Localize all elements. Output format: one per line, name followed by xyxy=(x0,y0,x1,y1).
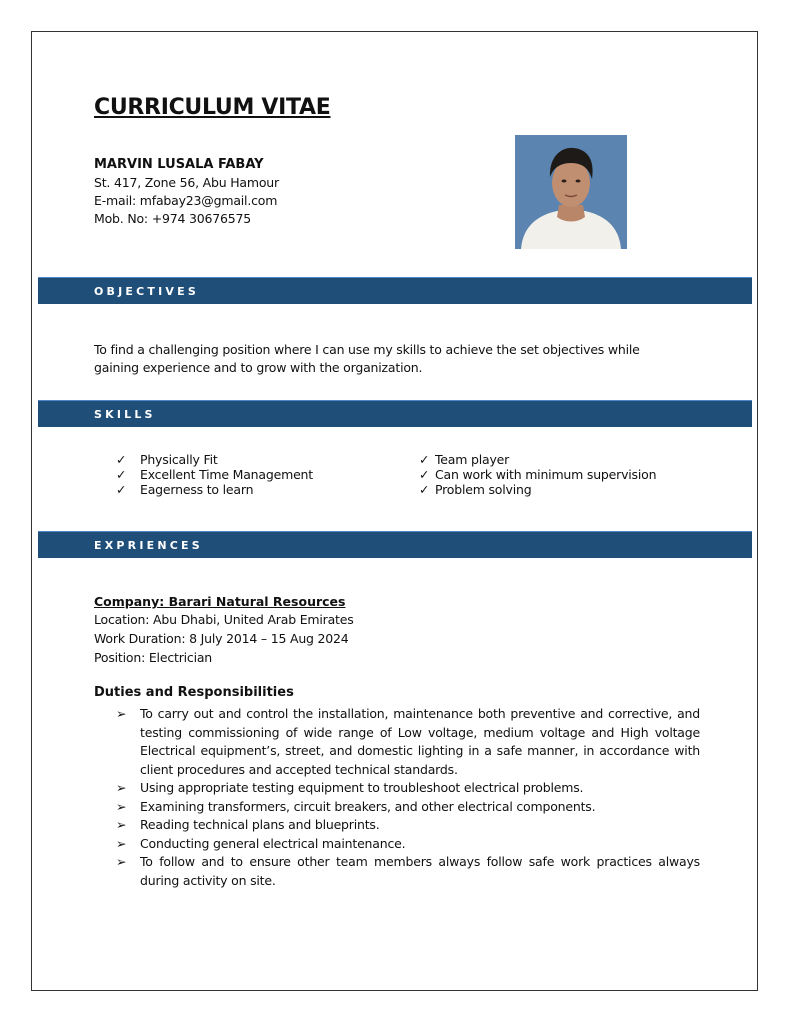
skill-item xyxy=(116,467,313,482)
email-line: E-mail: mfabay23@gmail.com xyxy=(94,193,278,208)
duties-list xyxy=(116,705,700,890)
skill-label: Physically Fit xyxy=(140,452,218,467)
checkmark-icon: ✓ xyxy=(419,452,430,467)
duty-item xyxy=(116,705,700,779)
duty-item xyxy=(116,816,700,835)
skill-item xyxy=(116,452,313,467)
skills-right-list xyxy=(419,452,656,497)
duty-text: To follow and to ensure other team members always follow safe work practices always during activity on site. xyxy=(140,854,700,888)
location-line: Location: Abu Dhabi, United Arab Emirates xyxy=(94,612,354,627)
checkmark-icon: ✓ xyxy=(419,482,430,497)
duty-text: Using appropriate testing equipment to troubleshoot electrical problems. xyxy=(140,780,584,795)
skill-item xyxy=(419,467,656,482)
document-title: CURRICULUM VITAE xyxy=(94,95,331,120)
arrow-bullet-icon: ➢ xyxy=(116,798,127,814)
duty-item xyxy=(116,798,700,817)
skills-heading: SKILLS xyxy=(94,408,156,421)
objectives-header xyxy=(38,277,752,304)
duration-line: Work Duration: 8 July 2014 – 15 Aug 2024 xyxy=(94,631,349,646)
skill-item xyxy=(116,482,313,497)
duty-text: Conducting general electrical maintenance. xyxy=(140,835,406,851)
duty-item xyxy=(116,779,700,798)
person-portrait-icon xyxy=(515,135,627,249)
skills-header xyxy=(38,400,752,427)
mobile-line: Mob. No: +974 30676575 xyxy=(94,211,252,226)
experiences-header xyxy=(38,531,752,558)
duty-item xyxy=(116,853,700,890)
duties-heading: Duties and Responsibilities xyxy=(94,685,294,700)
checkmark-icon: ✓ xyxy=(116,482,127,497)
checkmark-icon: ✓ xyxy=(116,467,127,482)
objective-text xyxy=(94,341,640,377)
checkmark-icon: ✓ xyxy=(419,467,430,482)
skill-label: Team player xyxy=(435,452,510,467)
skill-label: Excellent Time Management xyxy=(140,467,313,482)
arrow-bullet-icon: ➢ xyxy=(116,835,127,851)
applicant-name: MARVIN LUSALA FABAY xyxy=(94,157,264,172)
objective-line-1: To find a challenging position where I can use my skills to achieve the set objectives while xyxy=(94,342,640,357)
profile-photo xyxy=(515,135,627,249)
skill-item xyxy=(419,482,656,497)
checkmark-icon: ✓ xyxy=(116,452,127,467)
position-line: Position: Electrician xyxy=(94,650,213,665)
experiences-heading: EXPRIENCES xyxy=(94,539,203,552)
company-name: Company: Barari Natural Resources xyxy=(94,594,346,609)
duty-text: Examining transformers, circuit breakers, and other electrical components. xyxy=(140,798,596,814)
skill-item xyxy=(419,452,656,467)
resume-page xyxy=(31,31,758,991)
skill-label: Eagerness to learn xyxy=(140,482,254,497)
skill-label: Can work with minimum supervision xyxy=(435,467,657,482)
arrow-bullet-icon: ➢ xyxy=(116,780,127,795)
duty-text: To carry out and control the installation, maintenance both preventive and corrective, and testing commissioning of wide range of Low voltage, medium voltage and High voltage Electrical equipment’s, street, and domestic lighting in a safe manner, in accordance with client procedures and accepted technical standards. xyxy=(140,706,700,777)
duty-text: Reading technical plans and blueprints. xyxy=(140,817,380,832)
objective-line-2: gaining experience and to grow with the organization. xyxy=(94,360,423,375)
arrow-bullet-icon: ➢ xyxy=(116,706,127,721)
duty-item xyxy=(116,835,700,854)
skills-left-list xyxy=(116,452,313,497)
address-line: St. 417, Zone 56, Abu Hamour xyxy=(94,175,279,190)
skill-label: Problem solving xyxy=(435,482,532,497)
arrow-bullet-icon: ➢ xyxy=(116,817,127,832)
arrow-bullet-icon: ➢ xyxy=(116,854,127,869)
objectives-heading: OBJECTIVES xyxy=(94,285,199,298)
